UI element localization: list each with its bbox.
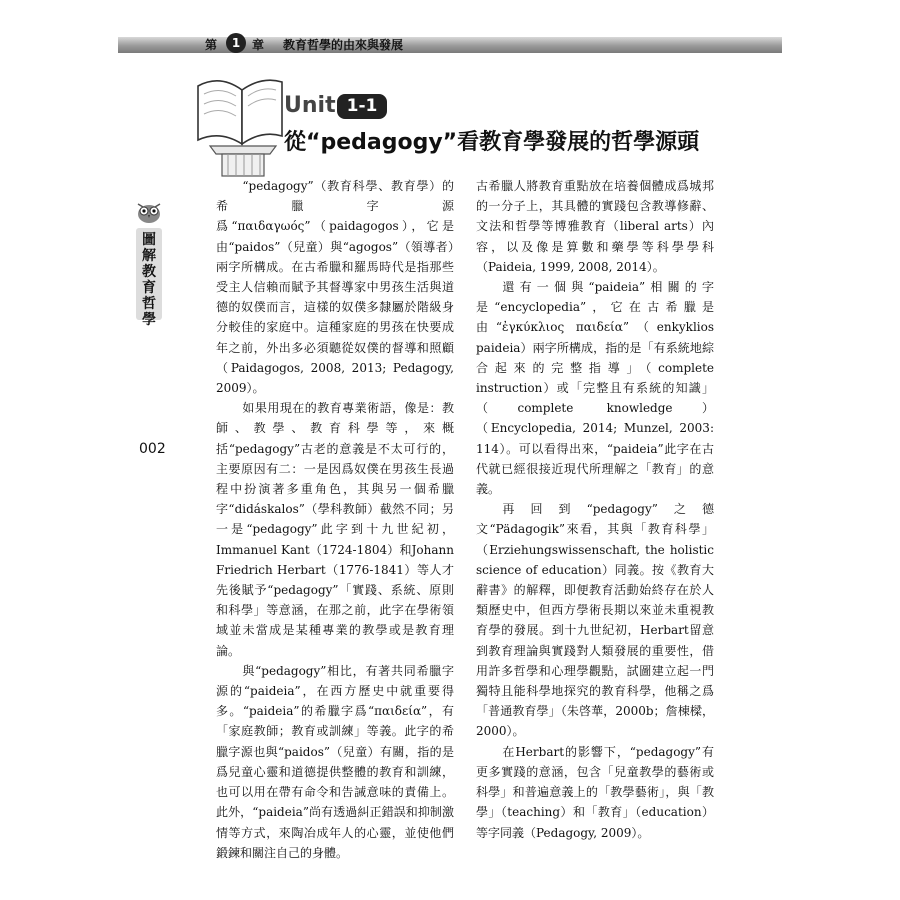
- paragraph: “pedagogy”（教育科學、教育學）的希臘字源爲“παιδαγωός”（paidagogos），它是由“paidos”（兒童）與“agogos”（領導者）兩字所構成。在古希臘和羅馬時代是指那些受主人信賴而賦予其督導家中男孩生活與道德的奴僕而言，這樣的奴僕多隸屬於階級身分較佳的家庭中。這種家庭的男孩在快要成年之前，外出多必須聽從奴僕的督導和照顧（Paidagogos, 2008, 2013; Pedagogy, 2009）。: [216, 179, 454, 396]
- chapter-header-bar: [118, 37, 782, 53]
- paragraph: 再回到“pedagogy”之德文“Pädagogik”來看，其與「教育科學」（Erziehungswissenschaft, the holistic science of education）同義。按《教育大辭書》的解釋，即便教育活動始終存在於人類歷史中，但西方學術長期以來並未重視教育學的發展。到十九世紀初，Herbart留意到教育理論與實踐對人類發展的重要性，借用許多哲學和心理學觀點，試圖建立起一門獨特且能科學地探究的教育科學，他稱之爲「普通教育學」（朱啓華，2000b；詹棟樑，2000）。: [476, 502, 714, 739]
- open-book-icon: [190, 72, 290, 182]
- unit-label: Unit: [284, 93, 336, 118]
- left-text-column: [216, 176, 454, 863]
- chapter-number-badge: 1: [226, 33, 246, 53]
- chapter-suffix: 章: [252, 38, 265, 52]
- paragraph: 如果用現在的教育專業術語，像是：教師、教學、教育科學等，來概括“pedagogy”古老的意義是不太可行的，主要原因有二：一是因爲奴僕在男孩生長過程中扮演著多重角色，其與另一個希臘字“didáskalos”（學科教師）截然不同；另一是“pedagogy”此字到十九世紀初，Immanuel Kant（1724-1804）和Johann Friedrich Herbart（1776-1841）等人才先後賦予“pedagogy”「實踐、系統、原則和科學」等意涵，在那之前，此字在學術領域並未當成是某種專業的教學或是教育理論。: [216, 401, 454, 658]
- chapter-prefix: 第: [205, 38, 218, 52]
- unit-number-badge: 1-1: [337, 94, 387, 119]
- owl-icon: [134, 200, 164, 224]
- paragraph: 與“pedagogy”相比，有著共同希臘字源的“paideia”，在西方歷史中就重要得多。“paideia”的希臘字爲“παιδεία”，有「家庭教師；教育或訓練」等義。此字的希臘字源也與“paidos”（兒童）有關，指的是爲兒童心靈和道德提供整體的教育和訓練，也可以用在帶有命令和告誡意味的責備上。此外，“paideia”尚有透過糾正錯誤和抑制激情等方式，來陶冶成年人的心靈，並使他們鍛鍊和關注自己的身體。: [216, 663, 454, 860]
- chapter-title: 教育哲學的由來與發展: [283, 38, 404, 52]
- paragraph: 在Herbart的影響下，“pedagogy”有更多實踐的意涵，包含「兒童教學的藝術或科學」和普遍意義上的「教學藝術」，與「教學」（teaching）和「教育」（education）等字同義（Pedagogy, 2009）。: [476, 744, 714, 840]
- paragraph: 古希臘人將教育重點放在培養個體成爲城邦的一分子上，其具體的實踐包含教導修辭、文法和哲學等博雅教育（liberal arts）內容，以及像是算數和藥學等科學學科（Paideia, 1999, 2008, 2014）。: [476, 179, 714, 274]
- book-title-label: 圖解教育哲學: [142, 232, 156, 328]
- right-text-column: [476, 176, 714, 843]
- page-number: 002: [139, 441, 166, 457]
- unit-title: 從“pedagogy”看教育學發展的哲學源頭: [284, 130, 700, 155]
- paragraph: 還有一個與“paideia”相關的字是“encyclopedia”，它在古希臘是由“ἐγκύκλιος παιδεία”（enkyklios paideia）兩字所構成，指的是「有系統地綜合起來的完整指導」（complete instruction）或「完整且有系統的知識」（complete knowledge）（Encyclopedia, 2014; Munzel, 2003: 114）。可以看得出來，“paideia”此字在古代就已經很接近現代所理解之「教育」的意義。: [476, 280, 714, 497]
